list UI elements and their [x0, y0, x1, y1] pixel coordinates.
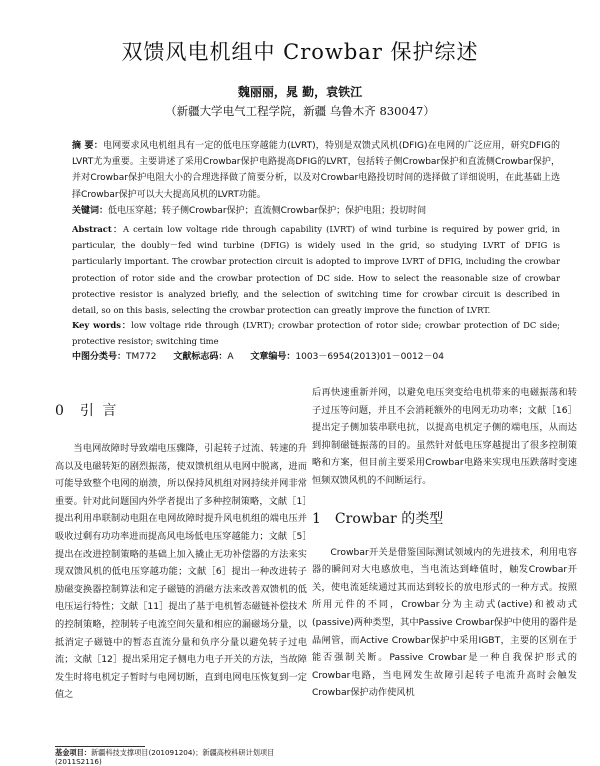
footnote-text: 新疆科技支撑项目(201091204)；新疆高校科研计划项目(2011S2116) — [55, 748, 275, 766]
abstract-cn-text: 电网要求风电机组具有一定的低电压穿越能力(LVRT)，特别是双馈式风机(DFIG)在电网的广泛应用，研究DFIG的LVRT尤为重要。主要讲述了采用Crowbar保护电路提高DFIG的LVRT，包括转子侧Crowbar保护和直流侧Crowbar保护，并对Crowbar保护电阻大小的合理选择做了简要分析，以及对Crowbar电路投切时间的选择做了详细说明，在此基础上选择Crowbar保护可以大大提高风机的LVRT功能。 — [72, 141, 561, 200]
keywords-cn-text: 低电压穿越；转子侧Crowbar保护；直流侧Crowbar保护；保护电阻；投切时间 — [108, 206, 427, 216]
section-1-number: 1 — [312, 510, 321, 527]
section-0-number: 0 — [55, 403, 66, 419]
section-0-title: 引 言 — [79, 403, 119, 419]
footnote-label: 基金项目： — [55, 748, 91, 757]
left-column — [55, 400, 307, 704]
clc-label: 中图分类号： — [72, 352, 127, 362]
intro-continuation: 后再快速重新并网，以避免电压突变给电机带来的电磁振荡和转子过压等问题，并且不会消耗额外的电网无功功率；文献［16］提出定子侧加装串联电抗，以提高电机定子侧的端电压，从而达到抑制磁链振荡的目的。虽然针对低电压穿越提出了很多控制策略和方案，但目前主要采用Crowbar电路来实现电压跌落时变速恒频双馈风机的不间断运行。 — [312, 387, 577, 486]
keywords-cn — [72, 203, 560, 219]
section-1-title: Crowbar 的类型 — [334, 510, 444, 527]
keywords-en-text: low voltage ride through (LVRT); crowbar protection of rotor side; crowbar protection of DC side; protective resistor; switching time — [72, 320, 561, 347]
paper-title: 双馈风电机组中 Crowbar 保护综述 — [121, 40, 479, 64]
abstract-en-label: Abstract： — [72, 224, 123, 234]
article-no-label: 文章编号： — [250, 352, 296, 362]
section-0-paragraph: 当电网故障时导致端电压骤降，引起转子过流、转速的升高以及电磁转矩的剧烈振荡，使双馈机组从电网中脱离，进而可能导致整个电网的崩溃，所以保持风机组对网持续并网非常重要。针对此问题国内外学者提出了多种控制策略，文献［1］提出利用串联制动电阻在电网故障时提升风电机组的端电压并吸收过剩有功功率进而提高风电场低电压穿越能力；文献［5］提出在改进控制策略的基础上加入撬止无功补偿器的方法来实现双馈风机的低电压穿越功能；文献［6］提出一种改进转子励磁变换器控制算法和定子磁链的消磁方法来改善双馈机的低电压运行特性；文献［11］提出了基于电机暂态磁链补偿技术的控制策略，控制转子电流空间矢量和相应的漏磁场分量，以抵消定子磁链中的暂态直流分量和负序分量以避免转子过电流；文献［12］提出采用定子侧电力电子开关的方法，当故障发生时将电机定子暂时与电网切断，直到电网电压恢复到一定值之 — [55, 443, 307, 701]
abstract-en-text: A certain low voltage ride through capability (LVRT) of wind turbine is required by power grid, in particular, the doubly－fed wind turbine (DFIG) is widely used in the grid, so studying LVRT of DFIG is particularly important. The crowbar protection circuit is adopted to improve LVRT of DFIG, including the crowbar protection of rotor side and the crowbar protection of DC side. How to select the reasonable size of crowbar protective resistor is analyzed briefly, and the selection of switching time for crowbar circuit is described in detail, so on this basis, selecting the crowbar protection can greatly improve the function of LVRT. — [72, 224, 560, 316]
article-no-value: 1003－6954(2013)01－0012－04 — [295, 352, 444, 362]
article-meta — [72, 349, 560, 362]
keywords-cn-label: 关键词： — [72, 206, 109, 216]
doc-code-label: 文献标志码： — [173, 352, 228, 362]
author-list: 魏丽丽，晁 勤，袁铁江 — [237, 85, 363, 99]
right-column — [312, 384, 577, 702]
keywords-en-label: Key words： — [72, 320, 132, 330]
abstract-cn — [72, 138, 560, 203]
section-1-heading — [312, 508, 577, 528]
footnote-divider — [55, 746, 145, 747]
affiliation: （新疆大学电气工程学院，新疆 乌鲁木齐 830047） — [165, 104, 435, 118]
keywords-en — [72, 317, 560, 349]
section-1-paragraph: Crowbar开关是借鉴国际测试领域内的先进技术，利用电容器的瞬间对大电感放电，当电流达到峰值时，触发Crowbar开关，使电流延续通过其而达到较长的放电形式的一种方式。按照所用元件的不同，Crowbar分为主动式(active)和被动式(passive)两种类型，其中Passive Crowbar保护中使用的器件是晶闸管，而Active Crowbar保护中采用IGBT，主要的区别在于能否强制关断。Passive Crowbar是一种自我保护形式的Crowbar电路，当电网发生故障引起转子电流升高时会触发Crowbar保护动作使风机 — [312, 546, 577, 699]
section-0-heading — [55, 400, 307, 420]
abstract-en — [72, 221, 560, 318]
clc-value: TM772 — [126, 352, 157, 362]
doc-code-value: A — [227, 352, 234, 362]
funding-footnote — [55, 748, 307, 766]
abstract-cn-label: 摘 要： — [72, 141, 103, 151]
